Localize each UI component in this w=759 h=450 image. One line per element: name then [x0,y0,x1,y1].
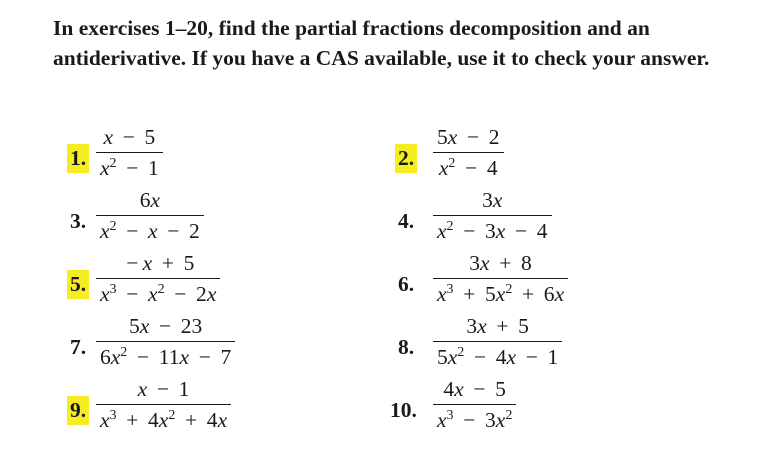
denominator: $x^3 - x^2 - 2x$ [100,282,217,306]
numerator: 3x [482,188,503,212]
denominator: $6x^2 - 11x - 7$ [100,345,232,369]
exercise-number: 10. [390,398,417,422]
numerator: 3x + 5 [466,314,529,338]
fraction [96,183,204,248]
exercise-number: 8. [398,335,415,359]
numerator: 5x − 2 [437,125,500,149]
fraction [96,246,220,311]
denominator: $x^3 + 4x^2 + 4x$ [100,408,228,432]
numerator: x − 5 [103,125,156,149]
denominator: $5x^2 - 4x - 1$ [437,345,559,369]
fraction [433,309,562,374]
denominator: $x^2 - 4$ [438,156,498,180]
exercise-number: 5. [67,270,89,299]
fraction [433,246,568,311]
numerator: 4x − 5 [443,377,506,401]
exercise-number: 7. [70,335,87,359]
exercise-number: 6. [398,272,415,296]
denominator: $x^2 - 3x - 4$ [437,219,548,243]
fraction [433,183,552,248]
denominator: $x^3 - 3x^2$ [437,408,513,432]
fraction [433,372,516,437]
denominator: $x^3 + 5x^2 + 6x$ [437,282,565,306]
numerator: 6x [139,188,161,212]
exercise-number: 9. [67,396,89,425]
exercise-number: 2. [395,144,417,173]
numerator: 5x − 23 [128,314,203,338]
denominator: $x^2 - x - 2$ [100,219,200,243]
exercise-number: 1. [67,144,89,173]
exercise-number: 3. [70,209,87,233]
fraction [96,309,235,374]
instructions-text: In exercises 1–20, find the partial fractions decomposition and an antiderivative. If you have a CAS available, use it to check your answer. [53,16,710,70]
fraction [433,120,504,185]
denominator: $x^2 - 1$ [100,156,159,180]
numerator: − x + 5 [121,251,195,275]
fraction [96,372,231,437]
exercise-number: 4. [398,209,415,233]
numerator: 3x + 8 [469,251,532,275]
numerator: x − 1 [137,377,190,401]
fraction [96,120,163,185]
